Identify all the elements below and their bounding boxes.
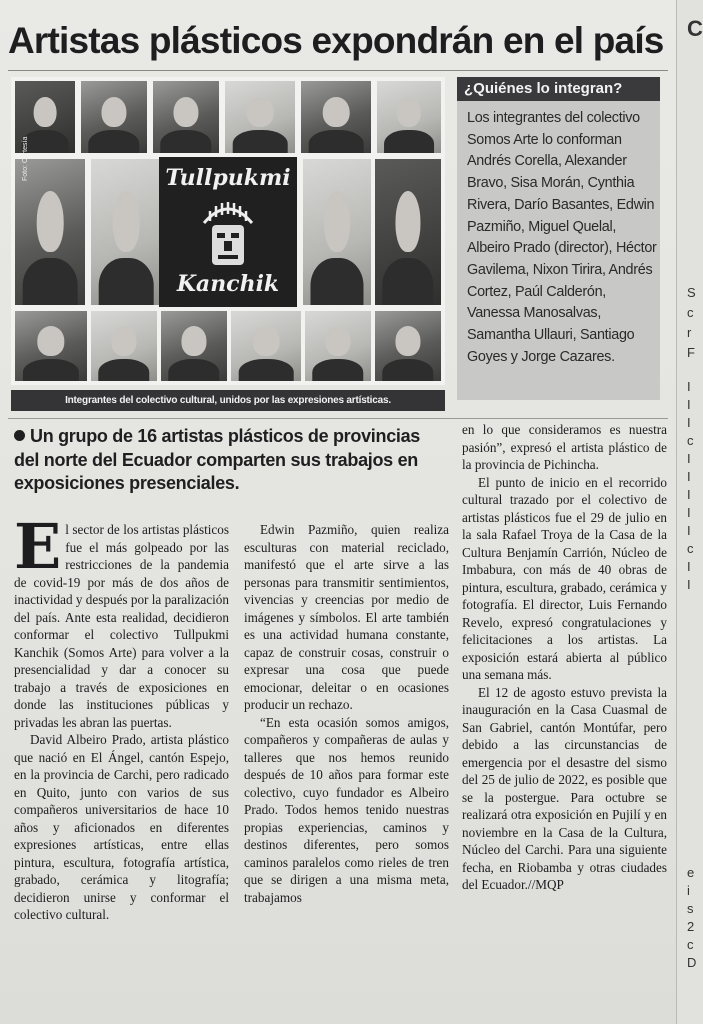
divider	[8, 70, 668, 71]
paragraph: Edwin Pazmiño, quien realiza esculturas con material reciclado, manifestó que el arte sirve a las personas para transmitir sentimientos, vivencias y creencias por medio de imágenes y símbolos. El arte también es una actividad humana constante, capaz de construir cosas, construir o expresar una cosa que puede emocionar, deleitar o en ocasiones producir un rechazo.	[244, 522, 449, 712]
neighbor-letter: I	[687, 523, 691, 538]
collective-logo	[159, 157, 297, 307]
neighbor-column	[676, 0, 703, 1024]
body-column-2	[244, 521, 449, 906]
paragraph: “En esta ocasión somos amigos, compañeros y compañeras de aulas y talleres que nos hemos reunido después de 10 años para formar este colectivo, cuyo fundador es Albeiro Prado. Todos hemos tenido nuestras propias experiencias, caminos y destinos diferentes, pero somos caminos paralelos como rieles de tren que se dirigen a una misma meta, trabajamos	[244, 714, 449, 905]
artist-photo	[375, 311, 441, 381]
neighbor-letter: c	[687, 433, 694, 448]
sidebar-title: ¿Quiénes lo integran?	[457, 77, 660, 101]
mask-logo-icon	[198, 201, 258, 271]
neighbor-letter: S	[687, 285, 696, 300]
artist-photo	[231, 311, 301, 381]
paragraph: David Albeiro Prado, artista plástico que nació en El Ángel, cantón Espejo, en la provincia de Carchi, pero radicado en Quito, junto con varios de sus compañeros universitarios de hace 10 años y aficionados en diferentes expresiones artísticas, entre ellas pintura, escultura, fotografía artística, grabado, cerámica y litografía; decidieron unirse y conformar el colectivo cultural.	[14, 732, 229, 922]
neighbor-letter: c	[687, 937, 694, 952]
members-sidebar	[457, 77, 660, 400]
artist-photo	[375, 159, 441, 305]
artist-photo	[81, 81, 147, 153]
artist-photo	[301, 81, 371, 153]
artist-photo	[15, 311, 87, 381]
body-column-1	[14, 510, 229, 924]
neighbor-letter: s	[687, 901, 694, 916]
drop-cap: E	[14, 510, 62, 583]
logo-text: Tullpukmi	[165, 165, 291, 191]
neighbor-letter: r	[687, 325, 692, 340]
artist-photo	[91, 311, 157, 381]
headline: Artistas plásticos expondrán en el país	[8, 20, 664, 61]
body-column-3	[462, 421, 667, 894]
artist-photo	[153, 81, 219, 153]
neighbor-letter: i	[687, 883, 690, 898]
neighbor-letter: I	[687, 379, 691, 394]
neighbor-letter: I	[687, 559, 691, 574]
paragraph: El punto de inicio en el recorrido cultural trazado por el colectivo de artistas plásticos fue el 29 de julio en la sala Rafael Troya de la Casa de la Cultura Benjamín Carrión, Núcleo de Imbabura, con más de 40 obras de pintura, escultura, grabado, cerámica y fotografía. El director, Luis Fernando Revelo, expresó congratulaciones y felicitaciones a los artistas. La exposición estará abierta al público una semana más.	[462, 474, 667, 682]
neighbor-letter: c	[687, 305, 694, 320]
neighbor-letter: 2	[687, 919, 695, 934]
paragraph: en lo que consideramos es nuestra pasión”, expresó el artista plástico de la provincia de Pichincha.	[462, 422, 667, 472]
artist-photo	[225, 81, 295, 153]
artist-photo	[91, 159, 161, 305]
deck-text: Un grupo de 16 artistas plásticos de provincias del norte del Ecuador comparten sus trabajos en exposiciones presenciales.	[14, 426, 421, 493]
artist-photo	[161, 311, 227, 381]
divider	[8, 418, 668, 419]
neighbor-letter: I	[687, 415, 691, 430]
paragraph	[14, 510, 229, 731]
neighbor-letter: D	[687, 955, 697, 970]
neighbor-letter: I	[687, 487, 691, 502]
article-deck	[14, 425, 434, 496]
paragraph: El 12 de agosto estuvo prevista la inauguración en la Casa Cuasmal de San Gabriel, cantón Montúfar, pero debido a las circunstancias de emergencia por el desastre del sismo del 25 de julio de 2022, es posible que se la postergue. Para octubre se realizará otra exposición en Pujilí y en noviembre en la Casa de la Cultura, Núcleo del Carchi. Para una siguiente fecha, en Riobamba y otras ciudades del Ecuador.//MQP	[462, 684, 667, 892]
neighbor-letter: I	[687, 397, 691, 412]
neighbor-letter: C	[687, 16, 703, 41]
logo-text: Kanchik	[176, 271, 280, 297]
sidebar-body: Los integrantes del colectivo Somos Arte lo conforman Andrés Corella, Alexander Bravo, Sisa Morán, Cynthia Rivera, Darío Basantes, Edwin Pazmiño, Miguel Quelal, Albeiro Prado (director), Héctor Gavilema, Nixon Tirira, Andrés Cortez, Paúl Calderón, Vanessa Manosalvas, Samantha Ullauri, Santiago Goyes y Jorge Cazares.	[467, 110, 657, 365]
artist-photo	[305, 311, 371, 381]
neighbor-letter: I	[687, 505, 691, 520]
paragraph-text: l sector de los artistas plásticos fue el más golpeado por las restricciones de la pandemia de covid-19 por más de dos años de inactividad y después por la paralización del país. Ante esta realidad, decidieron conformar el colectivo Tullpukmi Kanchik (Somos Arte) para volver a la presencialidad y dar a conocer su trabajo a través de exposiciones en donde las instituciones públicas y privadas les abran las puertas.	[14, 522, 229, 730]
artist-photo	[377, 81, 441, 153]
bullet-icon	[14, 430, 25, 441]
artist-photo	[303, 159, 371, 305]
neighbor-letter: c	[687, 541, 694, 556]
neighbor-letter: I	[687, 451, 691, 466]
neighbor-letter: e	[687, 865, 695, 880]
neighbor-letter: F	[687, 345, 695, 360]
photo-caption: Integrantes del colectivo cultural, unidos por las expresiones artísticas.	[11, 390, 445, 411]
neighbor-letter: I	[687, 577, 691, 592]
photo-credit: Foto: Cortesía	[22, 136, 29, 181]
neighbor-letter: I	[687, 469, 691, 484]
photo-collage	[11, 77, 445, 385]
